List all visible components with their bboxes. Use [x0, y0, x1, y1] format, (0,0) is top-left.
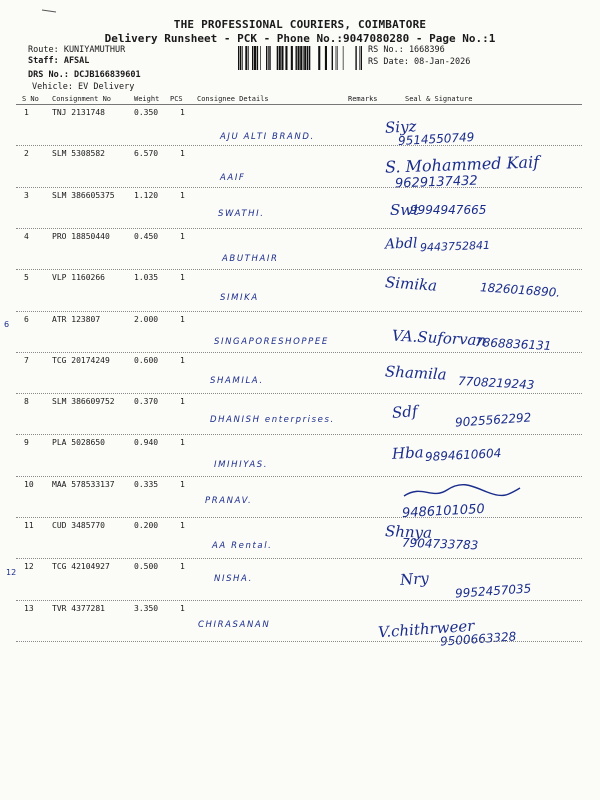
row-consignment-no: VLP 1160266 [52, 273, 105, 283]
row-consignee-name: CHIRASANAN [198, 619, 271, 630]
row-consignee-name: SHAMILA. [210, 375, 264, 386]
row-consignee-name: AJU ALTI BRAND. [220, 132, 315, 142]
barcode [238, 46, 362, 70]
row-sno: 1 [24, 108, 29, 117]
row-consignment-no: PRO 18850440 [52, 231, 110, 241]
row-weight: 6.570 [134, 149, 159, 159]
row-phone: 9025562292 [454, 410, 532, 430]
row-pcs: 1 [180, 355, 185, 365]
margin-mark-6: 6 [4, 320, 10, 329]
row-separator [16, 476, 582, 477]
row-signature: Shnya [384, 522, 433, 542]
row-pcs: 1 [180, 273, 185, 283]
row-pcs: 1 [180, 397, 185, 407]
row-sno: 9 [24, 438, 29, 448]
row-consignee-name: AA Rental. [212, 541, 273, 551]
row-sno: 6 [24, 314, 29, 324]
row-phone: 9443752841 [419, 238, 491, 255]
row-weight: 0.940 [134, 438, 159, 448]
row-signature: Nry [399, 569, 430, 590]
rs-number: RS No.: 1668396 [368, 45, 445, 55]
row-sno: 13 [24, 603, 34, 613]
row-signature-scribble [402, 482, 522, 502]
row-pcs: 1 [180, 562, 185, 572]
row-weight: 1.035 [134, 273, 159, 283]
row-pcs: 1 [180, 479, 185, 489]
row-consignee-name: PRANAV. [205, 495, 253, 506]
row-signature: Hba [391, 443, 425, 464]
row-consignment-no: PLA 5028650 [52, 438, 105, 448]
col-consignee: Consignee Details [197, 95, 269, 103]
row-separator [16, 517, 582, 518]
row-consignee-name: ABUTHAIR [222, 253, 279, 264]
drs-label: DRS No.: DCJB166839601 [28, 70, 141, 80]
row-weight: 0.450 [134, 231, 159, 241]
row-sno: 7 [24, 355, 29, 365]
row-phone: 9994947665 [410, 202, 487, 217]
row-pcs: 1 [180, 149, 185, 159]
row-phone: 1826016890. [479, 280, 561, 300]
row-pcs: 1 [180, 438, 185, 448]
row-separator [16, 558, 582, 559]
row-phone: 9486101050 [401, 501, 486, 521]
row-weight: 0.350 [134, 108, 159, 117]
row-weight: 3.350 [134, 603, 159, 613]
row-consignee-name: SWATHI. [218, 208, 265, 219]
route-label: Route: KUNIYAMUTHUR [28, 45, 126, 55]
row-consignment-no: SLM 386605375 [52, 190, 115, 200]
header-rule [16, 104, 582, 105]
row-weight: 0.200 [134, 521, 159, 530]
stray-pen-marks [0, 0, 60, 20]
col-sno: S No [22, 95, 39, 103]
row-consignee-name: AAIF [220, 173, 246, 184]
row-consignee-name: SIMIKA [220, 293, 259, 304]
rs-date: RS Date: 08-Jan-2026 [368, 57, 471, 67]
row-separator [16, 269, 582, 270]
row-consignee-name: NISHA. [214, 574, 253, 585]
row-separator [16, 187, 582, 188]
row-consignment-no: TCG 20174249 [52, 355, 110, 365]
row-consignee-name: IMIHIYAS. [214, 460, 269, 471]
row-separator [16, 228, 582, 229]
row-pcs: 1 [180, 108, 185, 117]
row-signature: Abdl [384, 235, 418, 253]
row-phone: 7904733783 [401, 535, 479, 553]
col-seal-signature: Seal & Signature [405, 95, 473, 103]
col-weight: Weight [134, 95, 160, 103]
row-sno: 10 [24, 479, 34, 489]
row-sno: 5 [24, 273, 29, 283]
margin-mark-12: 12 [6, 568, 17, 577]
row-pcs: 1 [180, 603, 185, 613]
row-weight: 1.120 [134, 190, 159, 200]
row-separator [16, 145, 582, 146]
row-signature: Simika [384, 273, 438, 295]
row-consignee-name: DHANISH enterprises. [210, 415, 335, 426]
row-separator [16, 641, 582, 642]
row-separator [16, 393, 582, 394]
row-sno: 8 [24, 397, 29, 407]
row-sno: 4 [24, 231, 29, 241]
col-pcs: PCS [170, 95, 183, 103]
row-phone: 9514550749 [397, 130, 475, 148]
runsheet-subtitle: Delivery Runsheet - PCK - Phone No.:9047080280 - Page No.:1 [104, 32, 496, 45]
row-signature: Siyz [384, 117, 417, 137]
row-sno: 11 [24, 521, 34, 530]
row-consignment-no: CUD 3485770 [52, 521, 105, 530]
row-separator [16, 311, 582, 312]
row-phone: 7708219243 [457, 373, 535, 392]
col-consignment: Consignment No [52, 95, 112, 103]
row-consignment-no: SLM 386609752 [52, 397, 115, 407]
row-consignee-name: SINGAPORESHOPPEE [214, 336, 329, 347]
vehicle-label: Vehicle: EV Delivery [32, 82, 135, 92]
col-remarks: Remarks [348, 95, 378, 103]
staff-label: Staff: AFSAL [28, 56, 90, 66]
row-signature: Shamila [384, 362, 448, 384]
row-sno: 3 [24, 190, 29, 200]
row-phone: 9629137432 [394, 173, 478, 192]
row-weight: 0.600 [134, 355, 159, 365]
row-consignment-no: MAA 578533137 [52, 479, 115, 489]
company-title: THE PROFESSIONAL COURIERS, COIMBATORE [173, 18, 427, 31]
row-signature: Swt [390, 200, 420, 219]
row-separator [16, 600, 582, 601]
row-phone: 9500663328 [439, 628, 517, 649]
row-pcs: 1 [180, 190, 185, 200]
row-pcs: 1 [180, 314, 185, 324]
row-signature: Sdf [391, 402, 419, 422]
row-consignment-no: TNJ 2131748 [52, 108, 105, 117]
row-consignment-no: ATR 123807 [52, 314, 101, 324]
row-consignment-no: TVR 4377281 [52, 603, 105, 613]
row-weight: 0.370 [134, 397, 159, 407]
row-weight: 2.000 [134, 314, 159, 324]
row-phone: 9952457035 [454, 581, 532, 601]
row-weight: 0.500 [134, 562, 159, 572]
row-sno: 12 [24, 562, 34, 572]
row-consignment-no: SLM 5308582 [52, 149, 105, 159]
row-sno: 2 [24, 149, 29, 159]
row-separator [16, 434, 582, 435]
row-weight: 0.335 [134, 479, 159, 489]
row-consignment-no: TCG 42104927 [52, 562, 110, 572]
row-signature: S. Mohammed Kaif [384, 152, 540, 177]
row-phone: 7868836131 [474, 334, 552, 353]
row-separator [16, 352, 582, 353]
row-signature: VA.Suforvan [391, 326, 487, 349]
row-phone: 9894610604 [424, 446, 502, 465]
row-signature: V.chithrweer [377, 616, 475, 641]
row-pcs: 1 [180, 521, 185, 530]
row-pcs: 1 [180, 231, 185, 241]
